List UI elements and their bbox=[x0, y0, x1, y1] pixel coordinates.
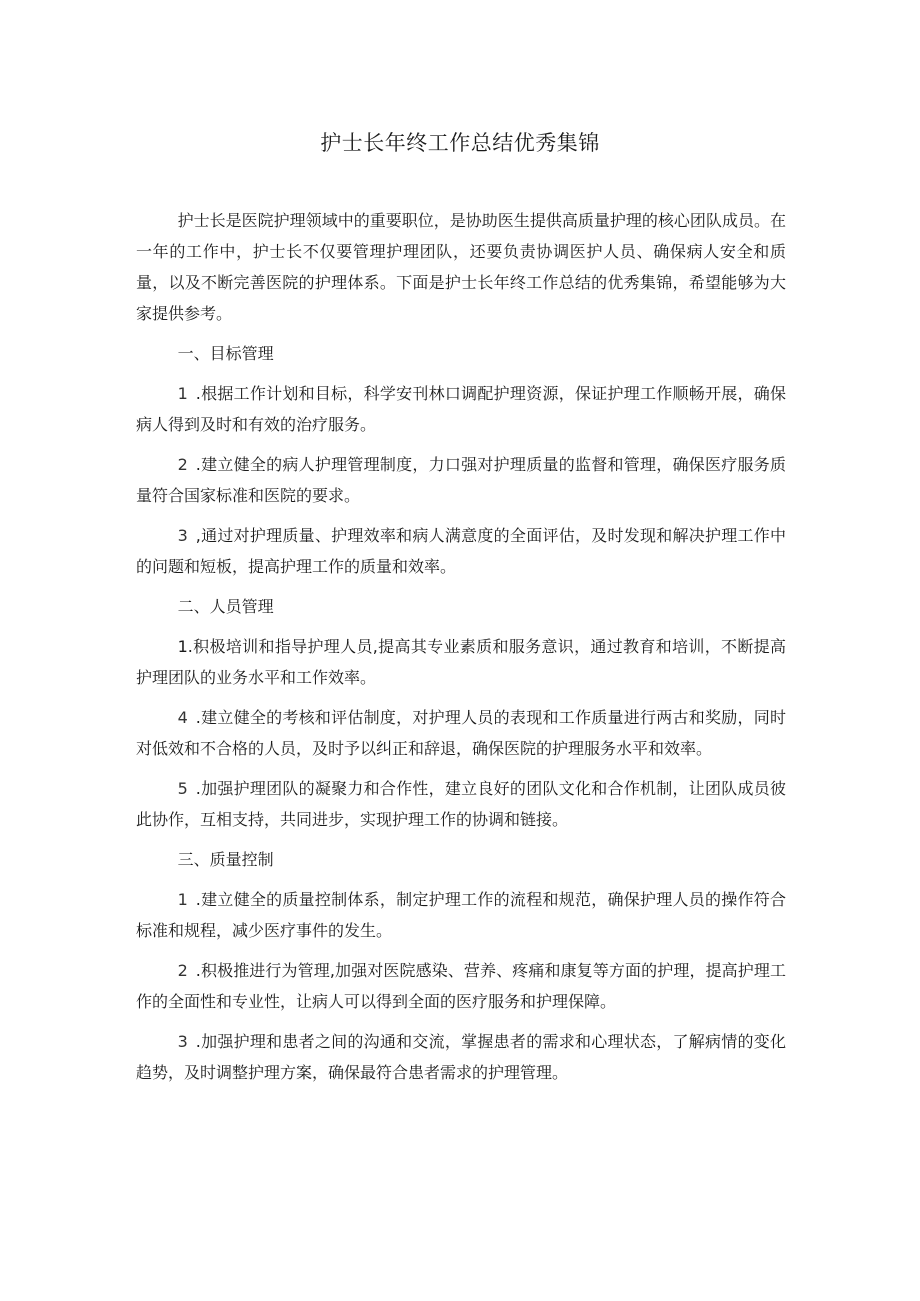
item-text: .积极推进行为管理,加强对医院感染、营养、疼痛和康复等方面的护理，提高护理工作的全面性和专业性，让病人可以得到全面的医疗服务和护理保障。 bbox=[136, 961, 786, 1011]
section-heading: 一、目标管理 bbox=[177, 344, 274, 363]
item-number: 2 bbox=[177, 961, 188, 980]
section-quality-control bbox=[136, 844, 786, 1088]
item-number: 5 bbox=[177, 779, 188, 798]
list-item bbox=[136, 520, 786, 582]
item-text: .根据工作计划和目标，科学安刊林口调配护理资源，保证护理工作顺畅开展，确保病人得到及时和有效的治疗服务。 bbox=[136, 384, 786, 434]
list-item bbox=[136, 702, 786, 764]
section-heading: 二、人员管理 bbox=[177, 597, 274, 616]
item-text: .加强护理和患者之间的沟通和交流，掌握患者的需求和心理状态，了解病情的变化趋势，及时调整护理方案，确保最符合患者需求的护理管理。 bbox=[136, 1032, 786, 1082]
list-item bbox=[136, 631, 786, 693]
item-number: 4 bbox=[177, 708, 188, 727]
document-title: 护士长年终工作总结优秀集锦 bbox=[320, 131, 600, 155]
document-body bbox=[136, 205, 786, 1097]
section-heading: 三、质量控制 bbox=[177, 850, 274, 869]
section-goal-management bbox=[136, 338, 786, 582]
list-item bbox=[136, 773, 786, 835]
list-item bbox=[136, 378, 786, 440]
list-item bbox=[136, 449, 786, 511]
item-text: .建立健全的考核和评估制度，对护理人员的表现和工作质量进行两古和奖励，同时对低效和不合格的人员，及时予以纠正和辞退，确保医院的护理服务水平和效率。 bbox=[136, 708, 786, 758]
intro-paragraph: 护士长是医院护理领域中的重要职位，是协助医生提供高质量护理的核心团队成员。在一年的工作中，护士长不仅要管理护理团队，还要负责协调医护人员、确保病人安全和质量，以及不断完善医院的护理体系。下面是护士长年终工作总结的优秀集锦，希望能够为大家提供参考。 bbox=[136, 211, 786, 323]
item-text: .建立健全的质量控制体系，制定护理工作的流程和规范，确保护理人员的操作符合标准和规程，减少医疗事件的发生。 bbox=[136, 890, 786, 940]
item-number: 1 bbox=[177, 384, 188, 403]
item-text: .建立健全的病人护理管理制度，力口强对护理质量的监督和管理，确保医疗服务质量符合国家标准和医院的要求。 bbox=[136, 455, 786, 505]
item-number: 3 bbox=[177, 1032, 188, 1051]
list-item bbox=[136, 955, 786, 1017]
list-item bbox=[136, 1026, 786, 1088]
list-item bbox=[136, 884, 786, 946]
item-number: 3 bbox=[177, 526, 188, 545]
section-personnel-management bbox=[136, 591, 786, 835]
item-number: 1 bbox=[177, 890, 188, 909]
item-text: 1.积极培训和指导护理人员,提高其专业素质和服务意识，通过教育和培训，不断提高护理团队的业务水平和工作效率。 bbox=[136, 637, 786, 687]
item-text: ,通过对护理质量、护理效率和病人满意度的全面评估，及时发现和解决护理工作中的问题和短板，提高护理工作的质量和效率。 bbox=[136, 526, 786, 576]
item-number: 2 bbox=[177, 455, 188, 474]
item-text: .加强护理团队的凝聚力和合作性，建立良好的团队文化和合作机制，让团队成员彼此协作，互相支持，共同进步，实现护理工作的协调和链接。 bbox=[136, 779, 786, 829]
